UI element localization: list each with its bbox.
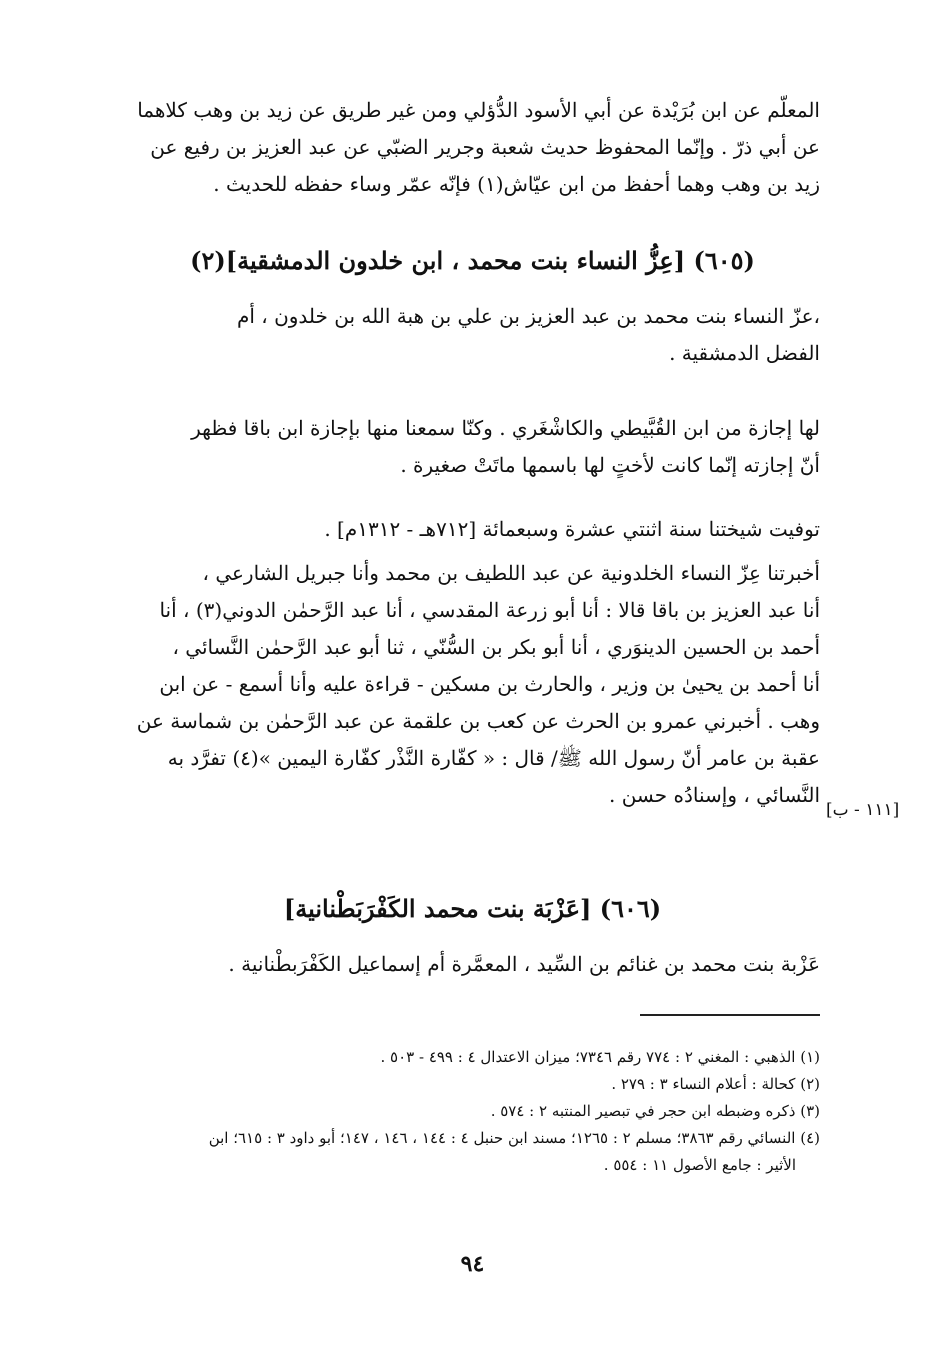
folio-margin-note: [١١١ - ب]	[826, 800, 900, 820]
entry-605-paragraph-4	[78, 555, 820, 814]
footnote: (٣) ذكره وضبطه ابن حجر في تبصير المنتبه ٢ : ٥٧٤ .	[490, 1102, 820, 1120]
text-line: لها إجازة من ابن القُبَّيطي والكاشْغَري . وكنّا سمعنا منها بإجازة ابن باقا فظهر	[191, 416, 820, 440]
footnote: (٢) كحالة : أعلام النساء ٣ : ٢٧٩ .	[611, 1075, 820, 1093]
text-line: أخبرتنا عِزّ النساء الخلدونية عن عبد اللطيف بن محمد وأنا جبريل الشارعي ،	[202, 561, 820, 585]
entry-606-heading: (٦٠٦) [عَزْبَة بنت محمد الكَفْرَبَطْنانية]	[283, 894, 662, 923]
page-number: ٩٤	[460, 1251, 485, 1277]
entry-605-paragraph-2	[78, 410, 820, 484]
text-line: توفيت شيختنا سنة اثنتي عشرة وسبعمائة [٧١٢هـ - ١٣١٢م] .	[324, 517, 820, 541]
entry-605-paragraph-1	[78, 298, 820, 372]
text-line: عَزْبة بنت محمد بن غنائم بن السِّيد ، المعمَّرة أم إسماعيل الكَفْرَبطْنانية .	[228, 952, 820, 976]
footnote: (٤) النسائي رقم ٣٨٦٣؛ مسلم ٢ : ١٢٦٥؛ مسند ابن حنبل ٤ : ١٤٤ ، ١٤٦ ، ١٤٧؛ أبو داود ٣ : ٦١٥؛ ابن	[208, 1129, 820, 1147]
text-line: أنّ إجازته إنّما كانت لأختٍ لها باسمها ماتَتْ صغيرة .	[400, 453, 820, 477]
intro-paragraph	[78, 92, 820, 203]
text-line: عقبة بن عامر أنّ رسول الله ﷺ/ قال : « كفّارة النَّذْر كفّارة اليمين »(٤) تفرَّد به	[167, 746, 820, 770]
text-line: أحمد بن الحسين الدينوَري ، أنا أبو بكر بن السُّنّي ، ثنا أبو عبد الرَّحمٰن النَّسائي ،	[172, 635, 820, 659]
text-line: أنا أحمد بن يحيىٰ بن وزير ، والحارث بن مسكين - قراءة عليه وأنا أسمع - عن ابن	[159, 672, 820, 696]
text-line: عن أبي ذرّ . وإنّما المحفوظ حديث شعبة وجرير الضبّي عن عبد العزيز بن رفيع عن	[150, 135, 820, 159]
footnote-divider	[640, 1014, 820, 1016]
footnotes	[60, 1044, 820, 1179]
text-line: أنا عبد العزيز بن باقا قالا : أنا أبو زرعة المقدسي ، أنا عبد الرَّحمٰن الدوني(٣) ، أنا	[159, 598, 820, 622]
text-line: المعلّم عن ابن بُرَيْدة عن أبي الأسود الدُّؤلي ومن غير طريق عن زيد بن وهب كلاهما	[137, 98, 820, 122]
entry-606-paragraph-1	[78, 946, 820, 983]
text-line: ،عزّ النساء بنت محمد بن عبد العزيز بن علي بن هبة الله بن خلدون ، أم	[236, 304, 820, 328]
footnote-continuation: الأثير : جامع الأصول ١١ : ٥٥٤ .	[603, 1156, 796, 1174]
entry-605-paragraph-3	[78, 511, 820, 548]
footnote: (١) الذهبي : المغني ٢ : ٧٧٤ رقم ٧٣٤٦؛ ميزان الاعتدال ٤ : ٤٩٩ - ٥٠٣ .	[380, 1048, 820, 1066]
text-line: الفضل الدمشقية .	[669, 341, 820, 365]
entry-605-heading: (٦٠٥) [عِزُّ النساء بنت محمد ، ابن خلدون الدمشقية](٢)	[190, 246, 755, 275]
text-line: وهب . أخبرني عمرو بن الحرث عن كعب بن علقمة عن عبد الرَّحمٰن بن شماسة عن	[136, 709, 820, 733]
text-line: النَّسائي ، وإسنادُه حسن .	[608, 783, 820, 807]
text-line: زيد بن وهب وهما أحفظ من ابن عيّاش(١) فإنّه عمّر وساء حفظه للحديث .	[213, 172, 820, 196]
